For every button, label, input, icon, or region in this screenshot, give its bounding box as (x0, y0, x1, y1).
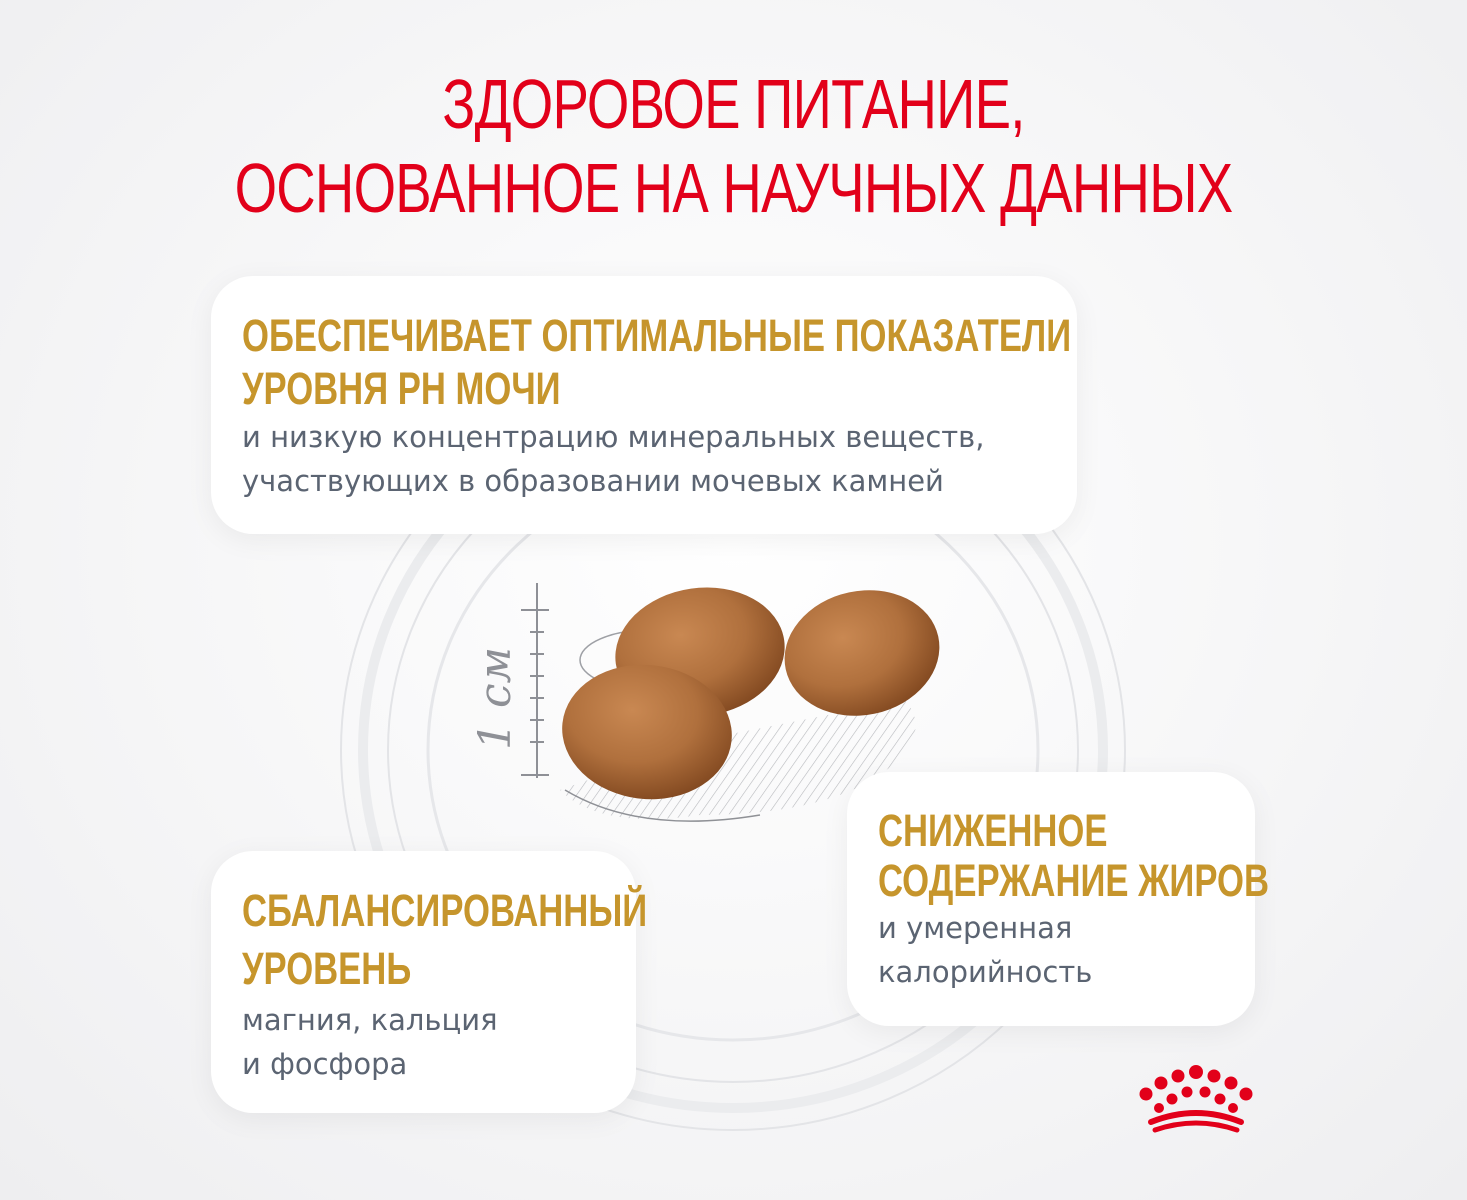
feature-description-line: участвующих в образовании мочевых камней (242, 464, 944, 498)
feature-title (242, 309, 1072, 415)
feature-title-line: СБАЛАНСИРОВАННЫЙ (242, 885, 648, 936)
kibble-piece-back-right (773, 576, 951, 730)
scale-ruler (521, 583, 549, 778)
feature-card-minerals (211, 851, 648, 1113)
feature-title-line: УРОВЕНЬ (242, 943, 412, 994)
headline-line-2: ОСНОВАННОЕ НА НАУЧНЫХ ДАННЫХ (234, 149, 1233, 227)
feature-title (878, 805, 1269, 906)
feature-description-line: и фосфора (242, 1047, 408, 1081)
feature-description-line: и низкую концентрацию минеральных веществ, (242, 420, 985, 454)
feature-title-line: СНИЖЕННОЕ (878, 805, 1108, 856)
feature-card-urine-ph (211, 276, 1077, 534)
feature-description (878, 906, 1255, 994)
feature-description (242, 415, 1077, 503)
feature-card-fat (847, 772, 1269, 1026)
feature-description (242, 998, 636, 1086)
feature-description-line: магния, кальция (242, 1003, 498, 1037)
crown-logo-icon (1133, 1064, 1259, 1134)
feature-title (242, 882, 648, 998)
feature-title-line: ОБЕСПЕЧИВАЕТ ОПТИМАЛЬНЫЕ ПОКАЗАТЕЛИ (242, 310, 1072, 361)
headline-line-1: ЗДОРОВОЕ ПИТАНИЕ, (442, 65, 1025, 143)
feature-title-line: УРОВНЯ РН МОЧИ (242, 363, 561, 414)
feature-description-line: калорийность (878, 955, 1093, 989)
feature-title-line: СОДЕРЖАНИЕ ЖИРОВ (878, 855, 1269, 906)
feature-description-line: и умеренная (878, 911, 1073, 945)
scale-label: 1 см (470, 646, 521, 750)
